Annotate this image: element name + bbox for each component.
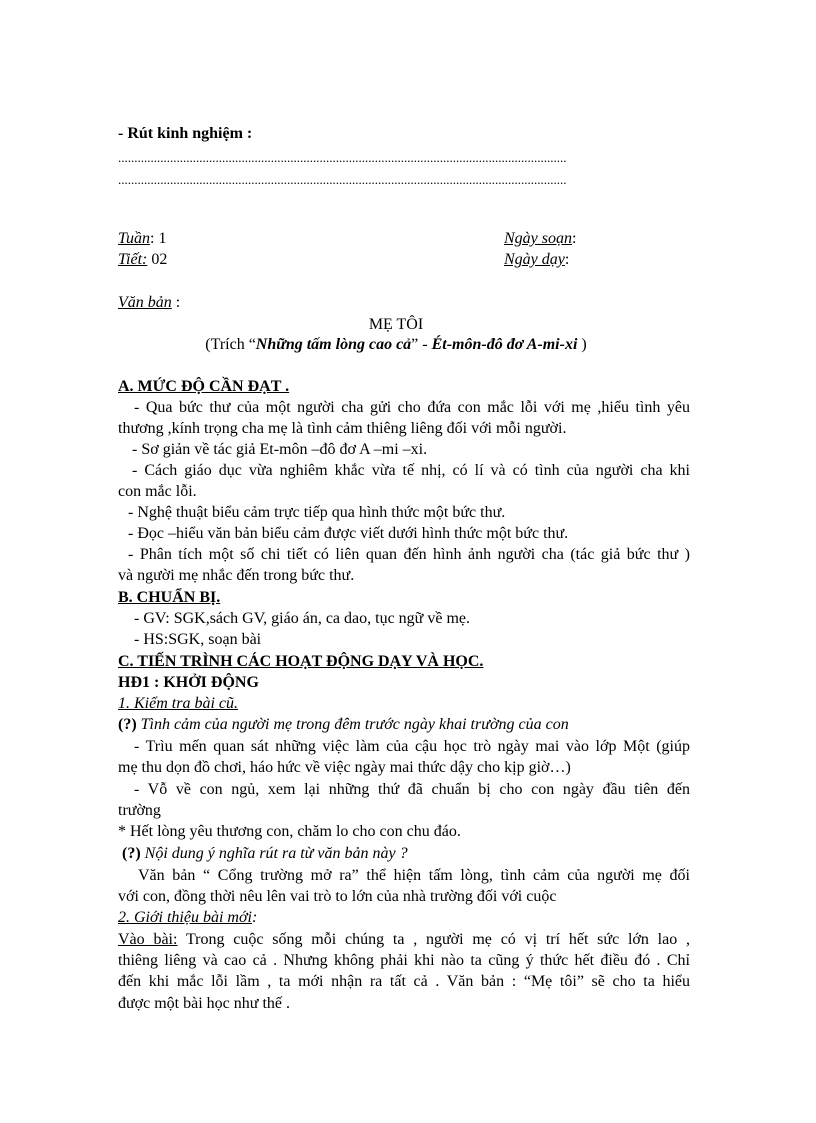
answer-2-line-1: Văn bản “ Cổng trường mở ra” thể hiện tấm lòng, tình cảm của người mẹ đối [138,867,690,884]
text-label-colon: : [171,294,181,311]
question-1-text: Tình cảm của người mẹ trong đêm trước ngày khai trường của con [140,716,569,733]
section-a-line-6: - Nghệ thuật biểu cảm trực tiếp qua hình thức một bức thư. [128,504,506,521]
intro-text-1: Trong cuộc sống mỗi chúng ta , người mẹ có vị trí hết sức lớn lao , [177,931,691,948]
dotted-line-2: .......................................................................................................................................... [118,172,567,187]
teach-date-colon: : [564,251,570,268]
prep-date-colon: : [572,230,577,247]
section-b-line-2: - HS:SGK, soạn bài [134,631,262,648]
week-value: : 1 [150,230,167,247]
answer-2-line-2: với con, đồng thời nêu lên vai trò to lớn của nhà trường đối với cuộc [118,888,557,905]
subtitle [106,335,686,355]
prep-date-label: Ngày soạn [504,230,572,247]
section-b-heading: B. CHUẨN BỊ. [118,589,221,606]
section-c-heading: C. TIẾN TRÌNH CÁC HOẠT ĐỘNG DẠY VÀ HỌC. [118,653,484,670]
subtitle-book: Những tấm lòng cao cả [255,336,412,353]
section-a-line-2: thương ,kính trọng cha mẹ là tình cảm thiêng liêng đối với mỗi người. [118,420,567,437]
subtitle-mid: ” - [411,336,432,353]
period-label: Tiết: [118,251,148,268]
subtitle-prefix: (Trích “ [205,336,256,353]
experience-label: - Rút kinh nghiệm : [118,125,253,142]
week-label: Tuần [118,230,151,247]
subsection-1-title: . Kiểm tra bài cũ. [126,695,238,712]
question-2-mark: (?) [122,845,145,862]
intro-label: Vào bài: [118,931,178,948]
intro-line-4: được một bài học như thế . [118,995,290,1012]
question-2 [122,844,408,864]
section-a-line-8: - Phân tích một số chi tiết có liên quan đến hình ảnh người cha (tác giả bức thư ) [128,546,690,563]
page-title: MẸ TÔI [368,316,424,333]
teach-date-label: Ngày dạy [504,251,565,268]
teach-date-row [504,250,569,270]
section-a-line-7: - Đọc –hiểu văn bản biểu cảm được viết dưới hình thức một bức thư. [128,525,569,542]
prep-date-row [504,229,576,249]
section-a-line-3: - Sơ giản về tác giả Et-môn –đô đơ A –mi –xi. [132,441,428,458]
intro-line-3: đến khi mắc lỗi lầm , ta mới nhận ra tất cả . Văn bản : “Mẹ tôi” sẽ cho ta hiểu [118,973,690,990]
period-row [118,250,167,270]
subsection-2-colon: : [251,909,258,926]
section-a-line-4: - Cách giáo dục vừa nghiêm khắc vừa tế nhị, có lí và có tình của người cha khi [132,462,690,479]
text-label-row [118,293,180,313]
hd1-heading: HĐ1 : KHỞI ĐỘNG [118,674,259,691]
subsection-2-title: 2. Giới thiệu bài mới [118,909,252,926]
question-1-mark: (?) [118,716,141,733]
question-1 [118,715,569,735]
section-a-line-1: - Qua bức thư của một người cha gửi cho đứa con mắc lỗi với mẹ ,hiểu tình yêu [134,399,690,416]
subsection-1-heading [118,694,238,714]
question-2-text: Nội dung ý nghĩa rút ra từ văn bản này ? [144,845,408,862]
intro-line-1 [118,930,690,950]
dotted-line-1: .......................................................................................................................................... [118,150,567,165]
answer-1-line-3: - Vỗ về con ngủ, xem lại những thứ đã chuẩn bị cho con ngày đầu tiên đến [134,781,690,798]
period-value: 02 [147,251,168,268]
section-a-line-9: và người mẹ nhắc đến trong bức thư. [118,567,355,584]
section-a-heading: A. MỨC ĐỘ CẦN ĐẠT . [118,378,290,395]
answer-1-line-4: trường [118,802,161,819]
subtitle-suffix: ) [577,336,587,353]
subsection-1-number: 1 [118,695,126,712]
intro-line-2: thiêng liêng và cao cả . Nhưng không phải khi nào ta cũng ý thức hết điều đó . Chỉ [118,952,690,969]
subtitle-author: Ét-môn-đô đơ A-mi-xi [431,336,578,353]
subsection-2-heading [118,908,257,928]
week-row [118,229,166,249]
answer-1-line-5: * Hết lòng yêu thương con, chăm lo cho con chu đáo. [118,823,461,840]
text-label: Văn bản [118,294,172,311]
answer-1-line-2: mẹ thu dọn đồ chơi, háo hức về việc ngày mai thức dậy cho kịp giờ…) [118,759,571,776]
section-b-line-1: - GV: SGK,sách GV, giáo án, ca dao, tục ngữ về mẹ. [134,610,470,627]
section-a-line-5: con mắc lỗi. [118,483,197,500]
answer-1-line-1: - Trìu mến quan sát những việc làm của cậu học trò ngày mai vào lớp Một (giúp [134,738,690,755]
